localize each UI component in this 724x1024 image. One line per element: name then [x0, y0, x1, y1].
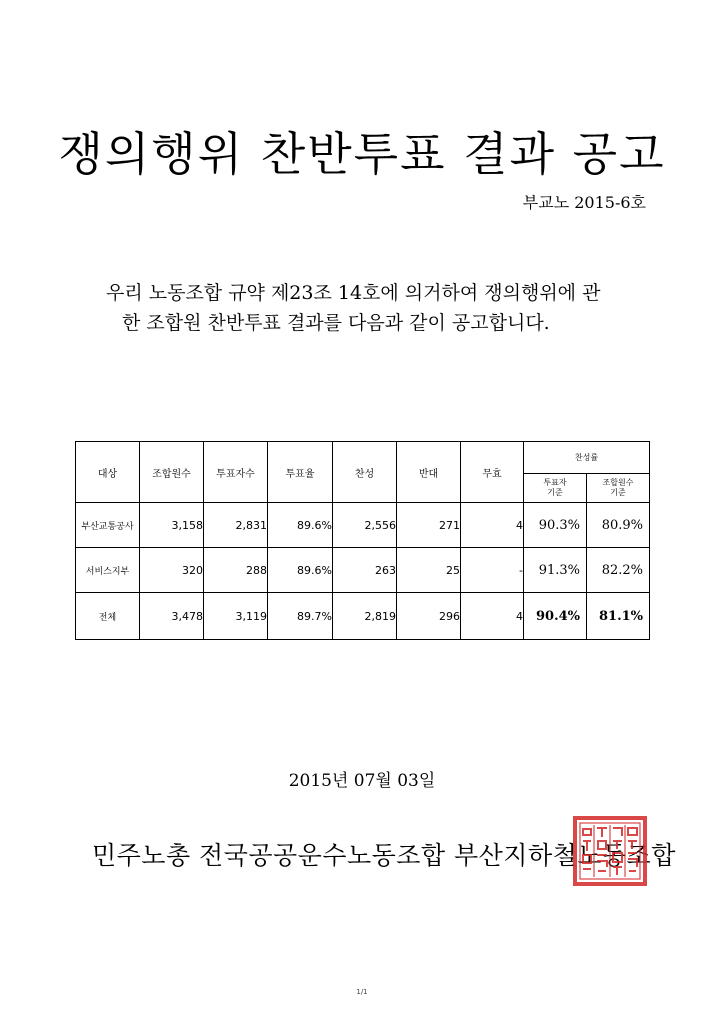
cell-yes: 2,819 [333, 593, 397, 640]
table-row [76, 503, 650, 548]
cell-invalid: 4 [461, 593, 524, 640]
cell-approval-voter: 91.3% [524, 548, 587, 593]
cell-members: 320 [140, 548, 204, 593]
header-approval-rate: 찬성률 [524, 442, 650, 474]
cell-invalid: - [461, 548, 524, 593]
header-no: 반대 [397, 442, 461, 503]
notice-body-line-1: 우리 노동조합 규약 제23조 14호에 의거하여 쟁의행위에 관 [106, 282, 601, 304]
header-turnout: 투표율 [268, 442, 333, 503]
header-target: 대상 [76, 442, 140, 503]
cell-approval-member: 82.2% [587, 548, 650, 593]
cell-members: 3,158 [140, 503, 204, 548]
table-row [76, 548, 650, 593]
notice-date: 2015년 07월 03일 [288, 771, 436, 791]
cell-target: 서비스지부 [76, 548, 140, 593]
cell-voters: 2,831 [204, 503, 268, 548]
cell-voters: 288 [204, 548, 268, 593]
cell-turnout: 89.7% [268, 593, 333, 640]
cell-no: 296 [397, 593, 461, 640]
table-total-row [76, 593, 650, 640]
header-approval-member-basis: 조합원수 기준 [587, 474, 650, 503]
document-number: 부교노 2015-6호 [522, 193, 646, 212]
cell-approval-member: 81.1% [587, 593, 650, 640]
cell-turnout: 89.6% [268, 503, 333, 548]
cell-target: 전체 [76, 593, 140, 640]
header-members: 조합원수 [140, 442, 204, 503]
cell-yes: 2,556 [333, 503, 397, 548]
cell-no: 271 [397, 503, 461, 548]
union-seal-icon [572, 815, 648, 887]
notice-body-line-2: 한 조합원 찬반투표 결과를 다음과 같이 공고합니다. [122, 312, 550, 334]
header-approval-voter-basis: 투표자 기준 [524, 474, 587, 503]
cell-approval-member: 80.9% [587, 503, 650, 548]
page-number: 1/1 [356, 988, 368, 996]
cell-target: 부산교통공사 [76, 503, 140, 548]
cell-turnout: 89.6% [268, 548, 333, 593]
header-voters: 투표자수 [204, 442, 268, 503]
cell-members: 3,478 [140, 593, 204, 640]
header-yes: 찬성 [333, 442, 397, 503]
header-invalid: 무효 [461, 442, 524, 503]
document-title: 쟁의행위 찬반투표 결과 공고 [58, 127, 666, 181]
issuing-organization: 민주노총 전국공공운수노동조합 부산지하철노동조합 [92, 841, 676, 870]
cell-no: 25 [397, 548, 461, 593]
cell-approval-voter: 90.3% [524, 503, 587, 548]
cell-yes: 263 [333, 548, 397, 593]
cell-approval-voter: 90.4% [524, 593, 587, 640]
vote-result-table [75, 441, 650, 640]
cell-invalid: 4 [461, 503, 524, 548]
notice-body [94, 278, 654, 338]
cell-voters: 3,119 [204, 593, 268, 640]
